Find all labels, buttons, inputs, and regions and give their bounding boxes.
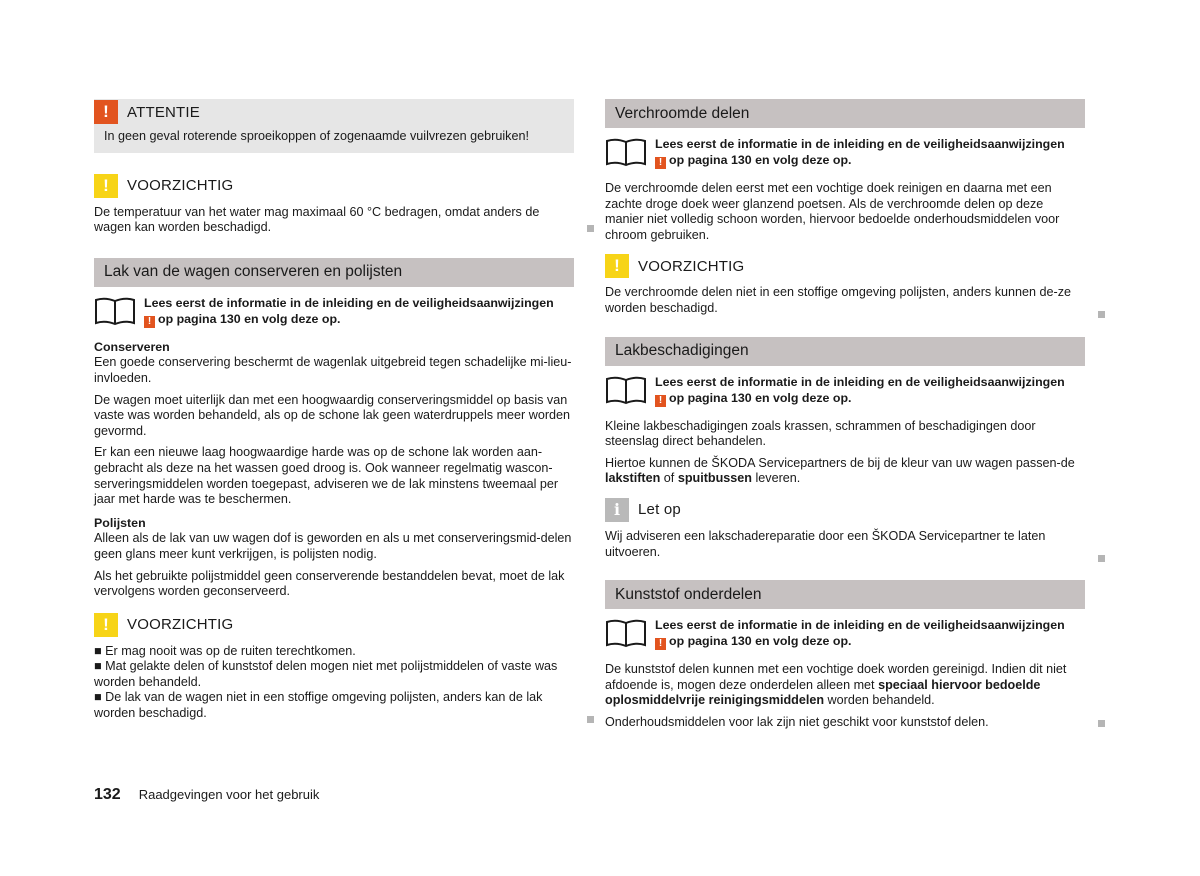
exclamation-icon: !: [94, 174, 118, 198]
text-run: De kunststof delen kunnen met een vochtige doek worden gereinigd. Indien dit niet afdoende is, mogen deze onderdelen alleen met: [605, 662, 1067, 692]
page-footer: [94, 786, 319, 804]
paragraph: Kleine lakbeschadigingen zoals krassen, schrammen of beschadigingen door steenslag direct behandelen.: [605, 418, 1036, 449]
paragraph: Er kan een nieuwe laag hoogwaardige harde was op de schone lak worden aan-gebracht als deze na het wassen goed droog is. Ook wanneer regelmatig wascon-serveringsmiddelen worden toegepast, adviseren we de lak minstens tweemaal per jaar met harde was te beschermen.: [94, 445, 559, 507]
caution-text-body: De verchroomde delen niet in een stoffige omgeving polijsten, anders kunnen de-ze worden beschadigd.: [605, 285, 1072, 315]
reference-note: [605, 136, 1085, 169]
reference-line-2-wrap: [655, 633, 1065, 650]
caution-list: [94, 644, 574, 722]
paragraph: Een goede conservering beschermt de wagenlak uitgebreid tegen schadelijke mi-lieu-invloeden.: [94, 355, 572, 385]
exclamation-icon: !: [605, 254, 629, 278]
attention-header: [94, 99, 574, 125]
text-run: of: [660, 471, 678, 486]
reference-line-2[interactable]: op pagina 130 en volg deze op.: [158, 311, 341, 326]
warning-mini-icon: !: [655, 395, 666, 407]
subheading-polijsten: Polijsten: [94, 515, 146, 530]
info-icon: i: [605, 498, 629, 522]
section-title-lak: Lak van de wagen conserveren en polijsten: [94, 258, 574, 287]
attention-box: [94, 99, 574, 153]
reference-text: [655, 617, 1065, 650]
reference-note: [605, 374, 1085, 407]
caution-block-polish: [94, 612, 574, 722]
right-column: [605, 99, 1085, 737]
reference-line-2-wrap: [655, 152, 1065, 169]
reference-line-2-wrap: [144, 311, 554, 328]
reference-line-2-wrap: [655, 390, 1065, 407]
reference-line-1: Lees eerst de informatie in de inleiding en de veiligheidsaanwijzingen: [655, 374, 1065, 389]
paragraph: [605, 456, 1085, 487]
reference-line-1: Lees eerst de informatie in de inleiding en de veiligheidsaanwijzingen: [144, 295, 554, 310]
note-title: Let op: [638, 501, 681, 519]
reference-line-1: Lees eerst de informatie in de inleiding en de veiligheidsaanwijzingen: [655, 137, 1065, 151]
paragraph: De verchroomde delen eerst met een vochtige doek reinigen en daarna met een zachte droge doek weer glanzend poetsen. Als de verchroomde delen op deze manier niet volledig schoon worden, hiervoor bedoelde onderhoudsmiddelen voor chroom gebruiken.: [605, 181, 1060, 242]
footer-title: Raadgevingen voor het gebruik: [138, 787, 320, 802]
list-item-text: ■ De lak van de wagen niet in een stoffige omgeving polijsten, anders kan de lak worden beschadigd.: [94, 690, 543, 721]
paragraph: [605, 662, 1085, 709]
caution-header: [605, 253, 1085, 279]
caution-title: VOORZICHTIG: [127, 177, 234, 195]
list-item: [94, 690, 574, 721]
text-run: leveren.: [752, 471, 801, 486]
reference-note: [94, 295, 574, 328]
bold-term: speciaal hiervoor bedoelde oplosmiddelvrije reinigingsmiddelen: [605, 677, 1041, 708]
paragraph: Als het gebruikte polijstmiddel geen conserverende bestanddelen bevat, moet de lak vervolgens worden geconserveerd.: [94, 568, 565, 599]
page-number: 132: [94, 786, 121, 803]
note-text: [605, 529, 1085, 560]
reference-text: [655, 374, 1065, 407]
caution-text-body: De temperatuur van het water mag maximaal 60 °C bedragen, omdat anders de wagen kan worden beschadigd.: [94, 204, 540, 235]
reference-text: [655, 136, 1065, 169]
list-item: ■ Mat gelakte delen of kunststof delen mogen niet met polijstmiddelen of vaste was worden behandeld.: [94, 659, 558, 689]
warning-mini-icon: !: [655, 157, 666, 169]
book-icon: [605, 375, 647, 405]
bold-term: spuitbussen: [677, 471, 752, 486]
end-marker-icon: [587, 225, 594, 232]
end-marker-icon: [1098, 555, 1105, 562]
exclamation-icon: !: [94, 613, 118, 637]
end-marker-icon: [587, 716, 594, 723]
note-header: [605, 497, 1085, 523]
caution-text: [605, 285, 1085, 316]
subheading-conserveren: Conserveren: [94, 339, 170, 354]
paragraph: [605, 715, 1085, 731]
text-run: Onderhoudsmiddelen voor lak zijn niet geschikt voor kunststof delen.: [605, 714, 989, 729]
reference-text: [144, 295, 554, 328]
caution-text: [94, 205, 574, 236]
attention-text: In geen geval roterende sproeikoppen of zogenaamde vuilvrezen gebruiken!: [104, 129, 529, 143]
warning-mini-icon: !: [655, 638, 666, 650]
caution-header: [94, 173, 574, 199]
book-icon: [605, 137, 647, 167]
paragraph: De wagen moet uiterlijk dan met een hoogwaardig conserveringsmiddel op basis van vaste was worden behandeld, als op de schone lak geen waterdruppels meer worden gevormd.: [94, 392, 571, 438]
caution-title: VOORZICHTIG: [638, 257, 745, 275]
bold-term: lakstiften: [605, 471, 661, 486]
list-item: ■ Er mag nooit was op de ruiten terechtkomen.: [94, 643, 356, 658]
end-marker-icon: [1098, 311, 1105, 318]
end-marker-icon: [1098, 720, 1105, 727]
book-icon: [94, 296, 136, 326]
text-run: Hiertoe kunnen de ŠKODA Servicepartners de bij de kleur van uw wagen passen-de: [605, 455, 1075, 470]
exclamation-icon: !: [94, 100, 118, 124]
reference-line-2[interactable]: op pagina 130 en volg deze op.: [669, 153, 852, 167]
text-run: worden behandeld.: [824, 693, 935, 708]
reference-line-1: Lees eerst de informatie in de inleiding en de veiligheidsaanwijzingen: [655, 618, 1065, 633]
caution-header: [94, 612, 574, 638]
book-icon: [605, 618, 647, 648]
caution-title: VOORZICHTIG: [127, 616, 234, 634]
section-title-kunststof: Kunststof onderdelen: [605, 580, 1085, 609]
reference-line-2[interactable]: op pagina 130 en volg deze op.: [669, 634, 852, 649]
left-column: [94, 99, 574, 723]
attention-title: ATTENTIE: [127, 103, 200, 121]
reference-line-2[interactable]: op pagina 130 en volg deze op.: [669, 390, 852, 405]
reference-note: [605, 617, 1085, 650]
section-title-chroom: Verchroomde delen: [605, 99, 1085, 128]
paragraph: Alleen als de lak van uw wagen dof is geworden en als u met conserveringsmid-delen geen glans meer kunt verkrijgen, is polijsten nodig.: [94, 531, 572, 561]
note-text-body: Wij adviseren een lakschadereparatie door een ŠKODA Servicepartner te laten uitvoeren.: [605, 528, 1046, 559]
warning-mini-icon: !: [144, 316, 155, 328]
caution-block-water: [94, 173, 574, 236]
section-title-lakschade: Lakbeschadigingen: [605, 337, 1085, 366]
